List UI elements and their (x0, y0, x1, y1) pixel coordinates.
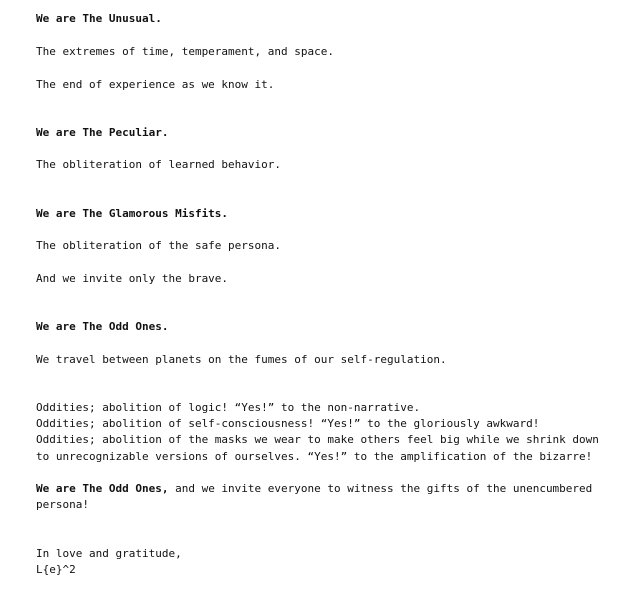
heading-odd-ones: We are The Odd Ones. (36, 320, 169, 333)
paragraph-line: And we invite only the brave. (36, 272, 229, 285)
signoff-greeting: In love and gratitude, (36, 547, 182, 560)
paragraph-line: The end of experience as we know it. (36, 78, 275, 91)
signoff-signature: L{e}^2 (36, 563, 76, 576)
heading-glamorous-misfits: We are The Glamorous Misfits. (36, 207, 229, 220)
paragraph-line: The extremes of time, temperament, and space. (36, 45, 335, 58)
oddities-line: Oddities; abolition of logic! “Yes!” to the non-narrative. (36, 401, 421, 414)
oddities-line: Oddities; abolition of self-consciousness! “Yes!” to the gloriously awkward! (36, 417, 540, 430)
closing-bold-lead: We are The Odd Ones, (36, 482, 169, 495)
heading-unusual: We are The Unusual. (36, 12, 162, 25)
closing-rest: and we invite everyone to witness the gifts of the unencumbered (168, 482, 593, 495)
closing-line-2: persona! (36, 498, 89, 511)
closing-line (36, 481, 592, 497)
paragraph-line: The obliteration of the safe persona. (36, 239, 282, 252)
heading-peculiar: We are The Peculiar. (36, 126, 169, 139)
oddities-line: Oddities; abolition of the masks we wear to make others feel big while we shrink down (36, 433, 599, 446)
paragraph-line: The obliteration of learned behavior. (36, 158, 282, 171)
paragraph-line: We travel between planets on the fumes of our self-regulation. (36, 353, 447, 366)
oddities-line: to unrecognizable versions of ourselves. “Yes!” to the amplification of the bizarre! (36, 450, 593, 463)
